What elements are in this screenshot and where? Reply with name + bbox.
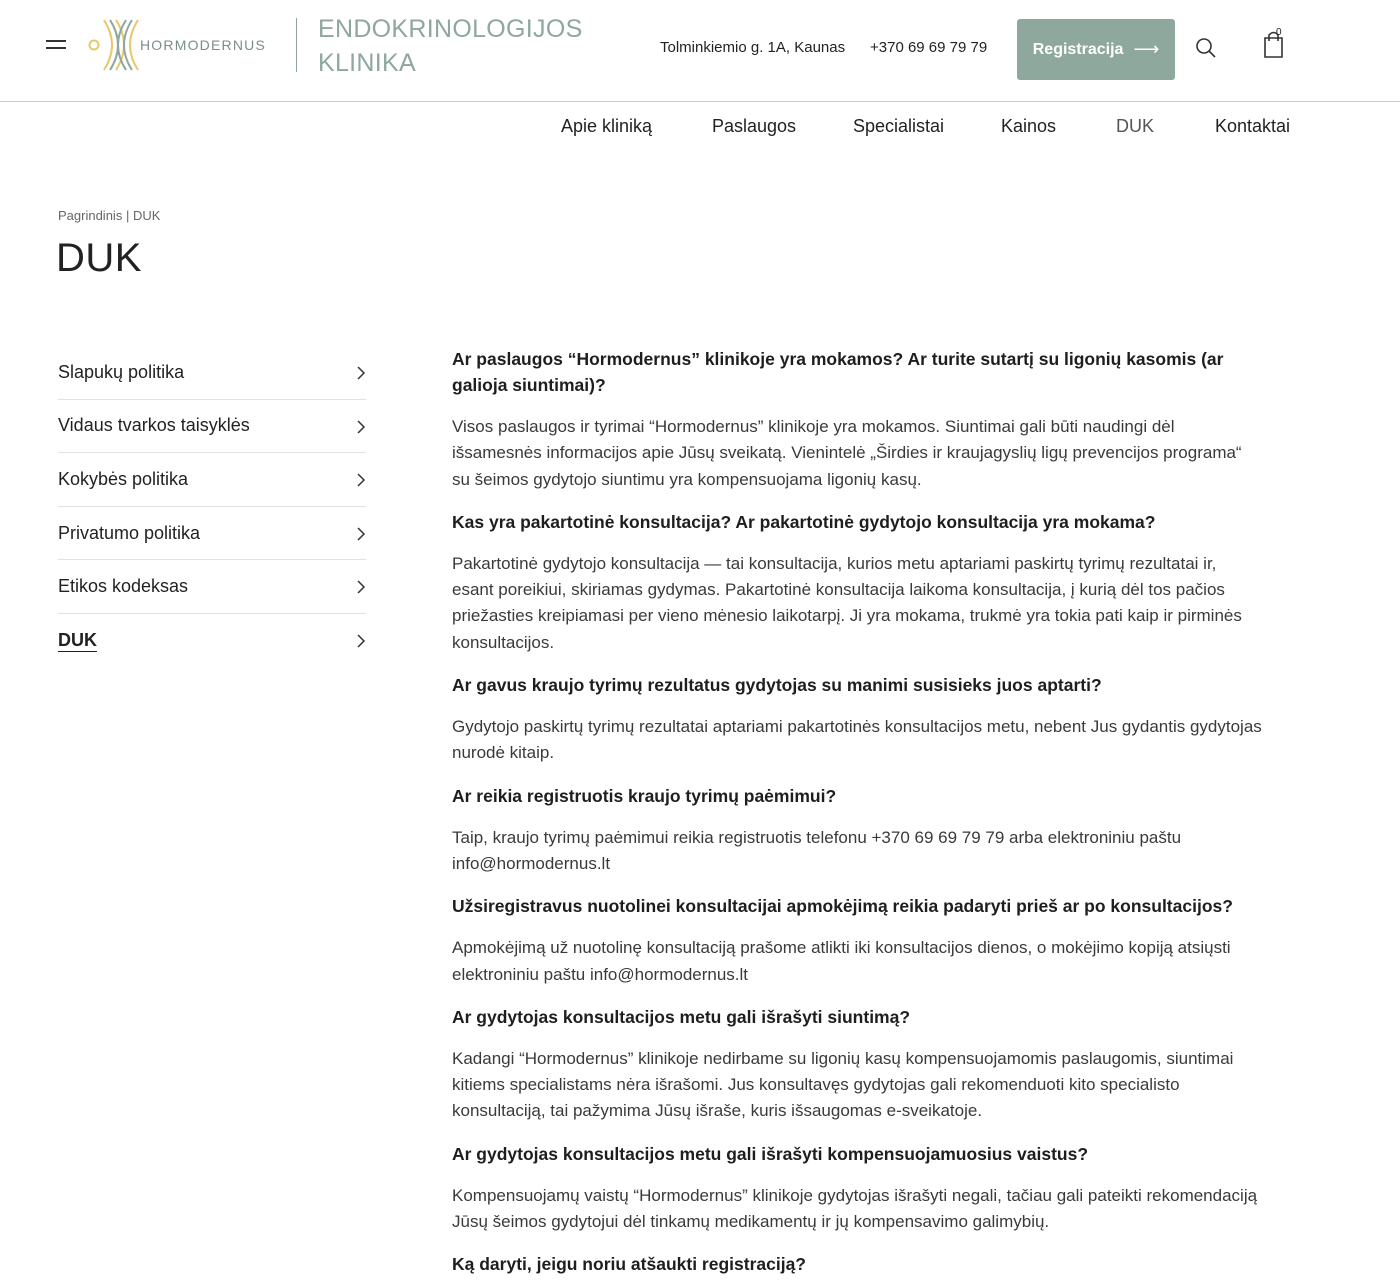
sidebar-item-label: Vidaus tvarkos taisyklės xyxy=(58,415,250,436)
logo-divider xyxy=(296,18,297,72)
faq-question: Ar gydytojas konsultacijos metu gali išrašyti siuntimą? xyxy=(452,1006,911,1027)
logo-text: HORMODERNUS xyxy=(140,37,266,53)
breadcrumb-home-link[interactable]: Pagrindinis xyxy=(58,208,123,223)
faq-answer: Kadangi “Hormodernus” klinikoje nedirbame su ligonių kasų kompensuojamomis paslaugomis, siuntimai kitiems specialistams nėra išrašomi. Jus konsultavęs gydytojas gali rekomenduoti kito specialisto konsultaciją, tai pažymima Jūsų išraše, kuris išsaugomas e-sveikatoje. xyxy=(452,1048,1234,1121)
menu-icon[interactable] xyxy=(46,38,68,52)
faq-question: Ką daryti, jeigu noriu atšaukti registraciją? xyxy=(452,1254,806,1275)
clinic-name-line1: ENDOKRINOLOGIJOS xyxy=(318,15,583,43)
registration-button[interactable] xyxy=(1017,19,1175,80)
nav-item-apie-klinika[interactable]: Apie kliniką xyxy=(561,116,653,136)
sidebar-item-label: Privatumo politika xyxy=(58,522,201,543)
breadcrumb xyxy=(58,208,160,223)
sidebar-item-label: Kokybės politika xyxy=(58,468,189,489)
faq-answer: Visos paslaugos ir tyrimai “Hormodernus” klinikoje yra mokamos. Siuntimai gali būti naudingi dėl išsamesnės informacijos apie Jūsų sveikatą. Vienintelė „Širdies ir kraujagyslių ligų prevencijos programa“ su šeimos gydytojo siuntimu yra kompensuojama ligonių kasų. xyxy=(452,417,1242,489)
faq-question: Kas yra pakartotinė konsultacija? Ar pakartotinė gydytojo konsultacija yra mokama? xyxy=(452,511,1156,532)
site-header xyxy=(0,0,1400,102)
clinic-name xyxy=(318,12,583,80)
sidebar-item-vidaus-tvarkos-taisykles[interactable] xyxy=(58,400,366,454)
chevron-right-icon xyxy=(356,526,366,542)
logo[interactable] xyxy=(86,14,286,76)
main-nav xyxy=(0,116,1400,140)
arrow-right-icon: ⟶ xyxy=(1133,39,1160,59)
shopping-bag-icon[interactable] xyxy=(1261,29,1287,59)
sidebar-item-label: Slapukų politika xyxy=(58,361,185,382)
faq-answer: Apmokėjimą už nuotolinę konsultaciją prašome atlikti iki konsultacijos dienos, o mokėjimo kopiją atsiųsti elektroniniu paštu info@hormodernus.lt xyxy=(452,938,1231,984)
faq-question: Užsiregistravus nuotolinei konsultacijai apmokėjimą reikia padaryti prieš ar po konsultacijos? xyxy=(452,896,1233,917)
sidebar-item-label: Etikos kodeksas xyxy=(58,576,189,597)
chevron-right-icon xyxy=(356,633,366,649)
faq-answer: Gydytojo paskirtų tyrimų rezultatai aptariami pakartotinės konsultacijos metu, nebent Jus gydantis gydytojas nurodė kitaip. xyxy=(452,717,1262,763)
faq-content xyxy=(452,346,1262,1283)
clinic-address: Tolminkiemio g. 1A, Kaunas xyxy=(660,39,846,56)
sidebar-item-kokybes-politika[interactable] xyxy=(58,453,366,507)
nav-item-kontaktai[interactable]: Kontaktai xyxy=(1215,116,1291,136)
sidebar-item-slapuku-politika[interactable] xyxy=(58,346,366,400)
page-title: DUK xyxy=(56,236,142,280)
sidebar-menu xyxy=(58,346,366,668)
breadcrumb-current: DUK xyxy=(132,208,161,223)
faq-question: Ar gavus kraujo tyrimų rezultatus gydytojas su manimi susisieks juos aptarti? xyxy=(452,675,1102,696)
sidebar-item-duk[interactable] xyxy=(58,614,366,668)
faq-question: Ar gydytojas konsultacijos metu gali išrašyti kompensuojamuosius vaistus? xyxy=(452,1143,1089,1164)
cart-count-badge: 0 xyxy=(1276,27,1282,38)
registration-button-label: Registracija xyxy=(1032,40,1124,58)
nav-item-kainos[interactable]: Kainos xyxy=(1001,116,1057,136)
logo-mark-icon xyxy=(86,15,142,75)
faq-answer: Kompensuojamų vaistų “Hormodernus” klinikoje gydytojas išrašyti negali, tačiau gali pateikti rekomendaciją Jūsų šeimos gydytojui dėl tinkamų medikamentų ir jų kompensavimo galimybių. xyxy=(452,1185,1258,1232)
faq-question: Ar reikia registruotis kraujo tyrimų paėmimui? xyxy=(452,785,837,806)
faq-question: Ar paslaugos “Hormodernus” klinikoje yra mokamos? Ar turite sutartį su ligonių kasomis (ar galioja siuntimai)? xyxy=(452,349,1224,395)
sidebar-item-etikos-kodeksas[interactable] xyxy=(58,560,366,614)
nav-item-specialistai[interactable]: Specialistai xyxy=(853,116,945,136)
clinic-phone-link[interactable]: +370 69 69 79 79 xyxy=(870,39,988,56)
breadcrumb-separator: | xyxy=(122,208,133,223)
faq-answer: Taip, kraujo tyrimų paėmimui reikia registruotis telefonu +370 69 69 79 79 arba elektroniniu paštu info@hormodernus.lt xyxy=(452,827,1182,873)
chevron-right-icon xyxy=(356,419,366,435)
nav-item-duk[interactable]: DUK xyxy=(1116,116,1155,136)
clinic-name-line2: KLINIKA xyxy=(318,49,416,77)
sidebar-item-privatumo-politika[interactable] xyxy=(58,507,366,561)
sidebar-item-label: DUK xyxy=(58,630,97,651)
nav-item-paslaugos[interactable]: Paslaugos xyxy=(712,116,797,136)
faq-answer: Pakartotinė gydytojo konsultacija — tai konsultacija, kurios metu aptariami paskirtų tyrimų rezultatai ir, esant poreikiui, skiriamas gydymas. Pakartotinė konsultacija laikoma konsultacija, į kurią dėl tos pačios priežasties kreipiamasi per vieno mėnesio laikotarpį. Ji yra mokama, trukmė yra tokia pati kaip ir pirminės konsultacijos. xyxy=(452,553,1242,652)
chevron-right-icon xyxy=(356,472,366,488)
search-icon[interactable] xyxy=(1195,37,1217,59)
chevron-right-icon xyxy=(356,579,366,595)
chevron-right-icon xyxy=(356,365,366,381)
